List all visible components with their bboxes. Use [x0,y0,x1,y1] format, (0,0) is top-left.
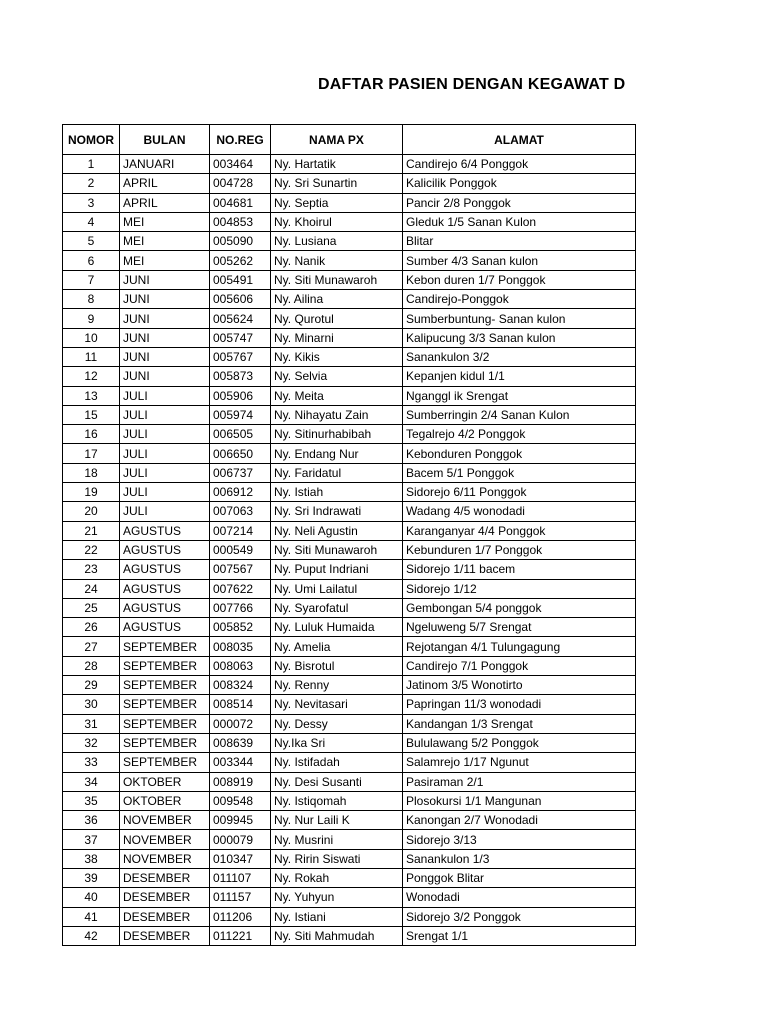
cell-nama: Ny. Meita [271,386,403,405]
cell-bulan: AGUSTUS [120,521,210,540]
cell-noreg: 010347 [210,849,271,868]
cell-alamat: Kebunduren 1/7 Ponggok [403,540,636,559]
table-row [63,676,636,695]
cell-nomor: 19 [63,483,120,502]
cell-alamat: Gleduk 1/5 Sanan Kulon [403,212,636,231]
cell-noreg: 005491 [210,270,271,289]
cell-bulan: APRIL [120,193,210,212]
cell-bulan: JULI [120,502,210,521]
cell-nama: Ny. Bisrotul [271,656,403,675]
patient-table [62,124,636,946]
cell-noreg: 006505 [210,425,271,444]
table-row [63,483,636,502]
cell-nama: Ny. Nur Laili K [271,811,403,830]
cell-bulan: JANUARI [120,155,210,174]
cell-nama: Ny. Sitinurhabibah [271,425,403,444]
cell-alamat: Srengat 1/1 [403,926,636,945]
cell-nomor: 27 [63,637,120,656]
cell-nomor: 25 [63,598,120,617]
cell-alamat: Bululawang 5/2 Ponggok [403,733,636,752]
cell-nama: Ny. Endang Nur [271,444,403,463]
cell-bulan: AGUSTUS [120,598,210,617]
cell-nomor: 2 [63,174,120,193]
cell-nama: Ny. Faridatul [271,463,403,482]
table-row [63,444,636,463]
cell-noreg: 008063 [210,656,271,675]
table-row [63,830,636,849]
cell-bulan: DESEMBER [120,907,210,926]
table-row [63,733,636,752]
table-row [63,367,636,386]
cell-noreg: 005852 [210,618,271,637]
table-row [63,386,636,405]
column-header-nama: NAMA PX [271,125,403,155]
cell-nomor: 35 [63,791,120,810]
cell-nomor: 34 [63,772,120,791]
cell-nomor: 13 [63,386,120,405]
column-header-bulan: BULAN [120,125,210,155]
cell-nama: Ny. Qurotul [271,309,403,328]
table-row [63,695,636,714]
cell-bulan: DESEMBER [120,868,210,887]
cell-alamat: Candirejo 7/1 Ponggok [403,656,636,675]
cell-alamat: Kepanjen kidul 1/1 [403,367,636,386]
table-row [63,618,636,637]
table-header [63,125,636,155]
table-row [63,270,636,289]
table-row [63,888,636,907]
cell-bulan: NOVEMBER [120,830,210,849]
cell-alamat: Gembongan 5/4 ponggok [403,598,636,617]
cell-alamat: Tegalrejo 4/2 Ponggok [403,425,636,444]
cell-bulan: JUNI [120,328,210,347]
cell-alamat: Jatinom 3/5 Wonotirto [403,676,636,695]
cell-bulan: JULI [120,463,210,482]
cell-alamat: Sidorejo 3/2 Ponggok [403,907,636,926]
cell-noreg: 004681 [210,193,271,212]
cell-nomor: 10 [63,328,120,347]
cell-nama: Ny. Septia [271,193,403,212]
cell-bulan: SEPTEMBER [120,637,210,656]
table-row [63,463,636,482]
cell-noreg: 005262 [210,251,271,270]
cell-nama: Ny. Neli Agustin [271,521,403,540]
table-row [63,328,636,347]
cell-nama: Ny. Amelia [271,637,403,656]
cell-alamat: Rejotangan 4/1 Tulungagung [403,637,636,656]
cell-noreg: 005906 [210,386,271,405]
cell-alamat: Karanganyar 4/4 Ponggok [403,521,636,540]
cell-nomor: 32 [63,733,120,752]
cell-alamat: Sidorejo 3/13 [403,830,636,849]
cell-nomor: 6 [63,251,120,270]
cell-nama: Ny. Khoirul [271,212,403,231]
cell-bulan: JULI [120,483,210,502]
cell-nama: Ny. Istiani [271,907,403,926]
cell-nama: Ny. Istifadah [271,753,403,772]
table-row [63,579,636,598]
cell-nomor: 26 [63,618,120,637]
cell-nama: Ny. Siti Munawaroh [271,270,403,289]
cell-alamat: Kanongan 2/7 Wonodadi [403,811,636,830]
cell-noreg: 005873 [210,367,271,386]
cell-nomor: 12 [63,367,120,386]
cell-nama: Ny. Syarofatul [271,598,403,617]
cell-noreg: 003344 [210,753,271,772]
cell-nama: Ny. Sri Indrawati [271,502,403,521]
cell-nama: Ny. Nevitasari [271,695,403,714]
cell-nomor: 16 [63,425,120,444]
cell-bulan: JUNI [120,367,210,386]
cell-noreg: 007567 [210,560,271,579]
cell-alamat: Pancir 2/8 Ponggok [403,193,636,212]
page-title: DAFTAR PASIEN DENGAN KEGAWAT D [318,76,626,93]
cell-alamat: Sumberbuntung- Sanan kulon [403,309,636,328]
cell-alamat: Kebonduren Ponggok [403,444,636,463]
cell-nomor: 7 [63,270,120,289]
cell-nama: Ny. Desi Susanti [271,772,403,791]
cell-nomor: 18 [63,463,120,482]
cell-noreg: 011157 [210,888,271,907]
cell-nama: Ny. Ririn Siswati [271,849,403,868]
cell-bulan: AGUSTUS [120,579,210,598]
cell-bulan: APRIL [120,174,210,193]
cell-nama: Ny. Nanik [271,251,403,270]
cell-bulan: JUNI [120,290,210,309]
cell-nomor: 29 [63,676,120,695]
cell-nomor: 41 [63,907,120,926]
cell-noreg: 005747 [210,328,271,347]
cell-nama: Ny. Minarni [271,328,403,347]
cell-bulan: DESEMBER [120,926,210,945]
table-row [63,907,636,926]
cell-nomor: 1 [63,155,120,174]
cell-nama: Ny. Musrini [271,830,403,849]
cell-noreg: 006737 [210,463,271,482]
cell-alamat: Sidorejo 1/12 [403,579,636,598]
cell-bulan: SEPTEMBER [120,695,210,714]
cell-noreg: 005606 [210,290,271,309]
cell-bulan: OKTOBER [120,772,210,791]
cell-nama: Ny. Siti Mahmudah [271,926,403,945]
header-row [63,125,636,155]
column-header-noreg: NO.REG [210,125,271,155]
cell-bulan: NOVEMBER [120,849,210,868]
table-row [63,656,636,675]
cell-noreg: 006912 [210,483,271,502]
cell-noreg: 005974 [210,405,271,424]
cell-nama: Ny. Puput Indriani [271,560,403,579]
cell-nomor: 21 [63,521,120,540]
table-row [63,753,636,772]
cell-nomor: 38 [63,849,120,868]
table-row [63,598,636,617]
cell-noreg: 007063 [210,502,271,521]
cell-bulan: OKTOBER [120,791,210,810]
cell-bulan: MEI [120,212,210,231]
cell-noreg: 006650 [210,444,271,463]
table-row [63,251,636,270]
cell-noreg: 007622 [210,579,271,598]
cell-bulan: NOVEMBER [120,811,210,830]
cell-alamat: Wadang 4/5 wonodadi [403,502,636,521]
cell-noreg: 004853 [210,212,271,231]
cell-alamat: Bacem 5/1 Ponggok [403,463,636,482]
table-row [63,772,636,791]
cell-noreg: 007766 [210,598,271,617]
cell-noreg: 000079 [210,830,271,849]
cell-nama: Ny. Istiqomah [271,791,403,810]
cell-alamat: Sumberringin 2/4 Sanan Kulon [403,405,636,424]
cell-nomor: 20 [63,502,120,521]
cell-alamat: Papringan 11/3 wonodadi [403,695,636,714]
cell-noreg: 000549 [210,540,271,559]
table-row [63,193,636,212]
table-row [63,232,636,251]
cell-noreg: 005767 [210,347,271,366]
cell-alamat: Ponggok Blitar [403,868,636,887]
cell-nomor: 36 [63,811,120,830]
cell-bulan: SEPTEMBER [120,753,210,772]
cell-nomor: 30 [63,695,120,714]
cell-alamat: Nganggl ik Srengat [403,386,636,405]
cell-alamat: Kalicilik Ponggok [403,174,636,193]
column-header-alamat: ALAMAT [403,125,636,155]
cell-bulan: AGUSTUS [120,560,210,579]
cell-nomor: 37 [63,830,120,849]
cell-bulan: JULI [120,386,210,405]
cell-noreg: 009945 [210,811,271,830]
cell-bulan: AGUSTUS [120,540,210,559]
cell-nama: Ny. Rokah [271,868,403,887]
cell-alamat: Kalipucung 3/3 Sanan kulon [403,328,636,347]
cell-alamat: Sanankulon 1/3 [403,849,636,868]
table-row [63,714,636,733]
table-row [63,212,636,231]
table-row [63,811,636,830]
cell-nama: Ny. Ailina [271,290,403,309]
cell-alamat: Salamrejo 1/17 Ngunut [403,753,636,772]
cell-bulan: SEPTEMBER [120,733,210,752]
table-row [63,174,636,193]
cell-bulan: JULI [120,444,210,463]
cell-nomor: 23 [63,560,120,579]
cell-nama: Ny. Siti Munawaroh [271,540,403,559]
cell-nama: Ny.Ika Sri [271,733,403,752]
cell-nama: Ny. Renny [271,676,403,695]
cell-noreg: 008919 [210,772,271,791]
cell-nomor: 33 [63,753,120,772]
cell-nama: Ny. Luluk Humaida [271,618,403,637]
table-row [63,425,636,444]
cell-bulan: MEI [120,251,210,270]
cell-noreg: 000072 [210,714,271,733]
cell-nama: Ny. Hartatik [271,155,403,174]
cell-noreg: 008035 [210,637,271,656]
cell-bulan: SEPTEMBER [120,656,210,675]
patient-table-container [62,124,768,946]
cell-noreg: 009548 [210,791,271,810]
cell-alamat: Sidorejo 1/11 bacem [403,560,636,579]
cell-nomor: 22 [63,540,120,559]
cell-bulan: SEPTEMBER [120,714,210,733]
cell-nomor: 9 [63,309,120,328]
cell-nama: Ny. Umi Lailatul [271,579,403,598]
cell-alamat: Sanankulon 3/2 [403,347,636,366]
cell-nomor: 3 [63,193,120,212]
cell-nomor: 17 [63,444,120,463]
table-row [63,637,636,656]
cell-nomor: 5 [63,232,120,251]
column-header-nomor: NOMOR [63,125,120,155]
cell-noreg: 005624 [210,309,271,328]
table-row [63,521,636,540]
cell-nama: Ny. Lusiana [271,232,403,251]
cell-noreg: 011206 [210,907,271,926]
table-row [63,405,636,424]
table-row [63,926,636,945]
table-row [63,540,636,559]
cell-alamat: Kebon duren 1/7 Ponggok [403,270,636,289]
cell-alamat: Plosokursi 1/1 Mangunan [403,791,636,810]
cell-alamat: Sumber 4/3 Sanan kulon [403,251,636,270]
cell-nama: Ny. Selvia [271,367,403,386]
cell-noreg: 011107 [210,868,271,887]
cell-alamat: Blitar [403,232,636,251]
cell-alamat: Candirejo-Ponggok [403,290,636,309]
cell-nomor: 15 [63,405,120,424]
cell-alamat: Candirejo 6/4 Ponggok [403,155,636,174]
cell-nama: Ny. Nihayatu Zain [271,405,403,424]
cell-noreg: 008514 [210,695,271,714]
cell-bulan: JUNI [120,309,210,328]
cell-nomor: 39 [63,868,120,887]
cell-nomor: 31 [63,714,120,733]
cell-noreg: 011221 [210,926,271,945]
table-row [63,502,636,521]
cell-nama: Ny. Dessy [271,714,403,733]
cell-bulan: MEI [120,232,210,251]
cell-nomor: 4 [63,212,120,231]
cell-nomor: 40 [63,888,120,907]
table-body [63,155,636,946]
table-row [63,560,636,579]
cell-nama: Ny. Istiah [271,483,403,502]
cell-alamat: Wonodadi [403,888,636,907]
table-row [63,791,636,810]
cell-noreg: 004728 [210,174,271,193]
cell-noreg: 003464 [210,155,271,174]
cell-alamat: Pasiraman 2/1 [403,772,636,791]
cell-nama: Ny. Sri Sunartin [271,174,403,193]
table-row [63,155,636,174]
table-row [63,868,636,887]
cell-nama: Ny. Kikis [271,347,403,366]
cell-bulan: JULI [120,425,210,444]
cell-nomor: 28 [63,656,120,675]
cell-noreg: 007214 [210,521,271,540]
cell-bulan: SEPTEMBER [120,676,210,695]
cell-noreg: 008324 [210,676,271,695]
cell-nama: Ny. Yuhyun [271,888,403,907]
cell-bulan: JULI [120,405,210,424]
cell-nomor: 11 [63,347,120,366]
cell-alamat: Kandangan 1/3 Srengat [403,714,636,733]
table-row [63,347,636,366]
cell-nomor: 24 [63,579,120,598]
cell-bulan: JUNI [120,347,210,366]
cell-nomor: 8 [63,290,120,309]
cell-noreg: 005090 [210,232,271,251]
cell-alamat: Sidorejo 6/11 Ponggok [403,483,636,502]
cell-bulan: DESEMBER [120,888,210,907]
table-row [63,309,636,328]
cell-noreg: 008639 [210,733,271,752]
table-row [63,849,636,868]
table-row [63,290,636,309]
cell-bulan: JUNI [120,270,210,289]
cell-nomor: 42 [63,926,120,945]
cell-alamat: Ngeluweng 5/7 Srengat [403,618,636,637]
cell-bulan: AGUSTUS [120,618,210,637]
